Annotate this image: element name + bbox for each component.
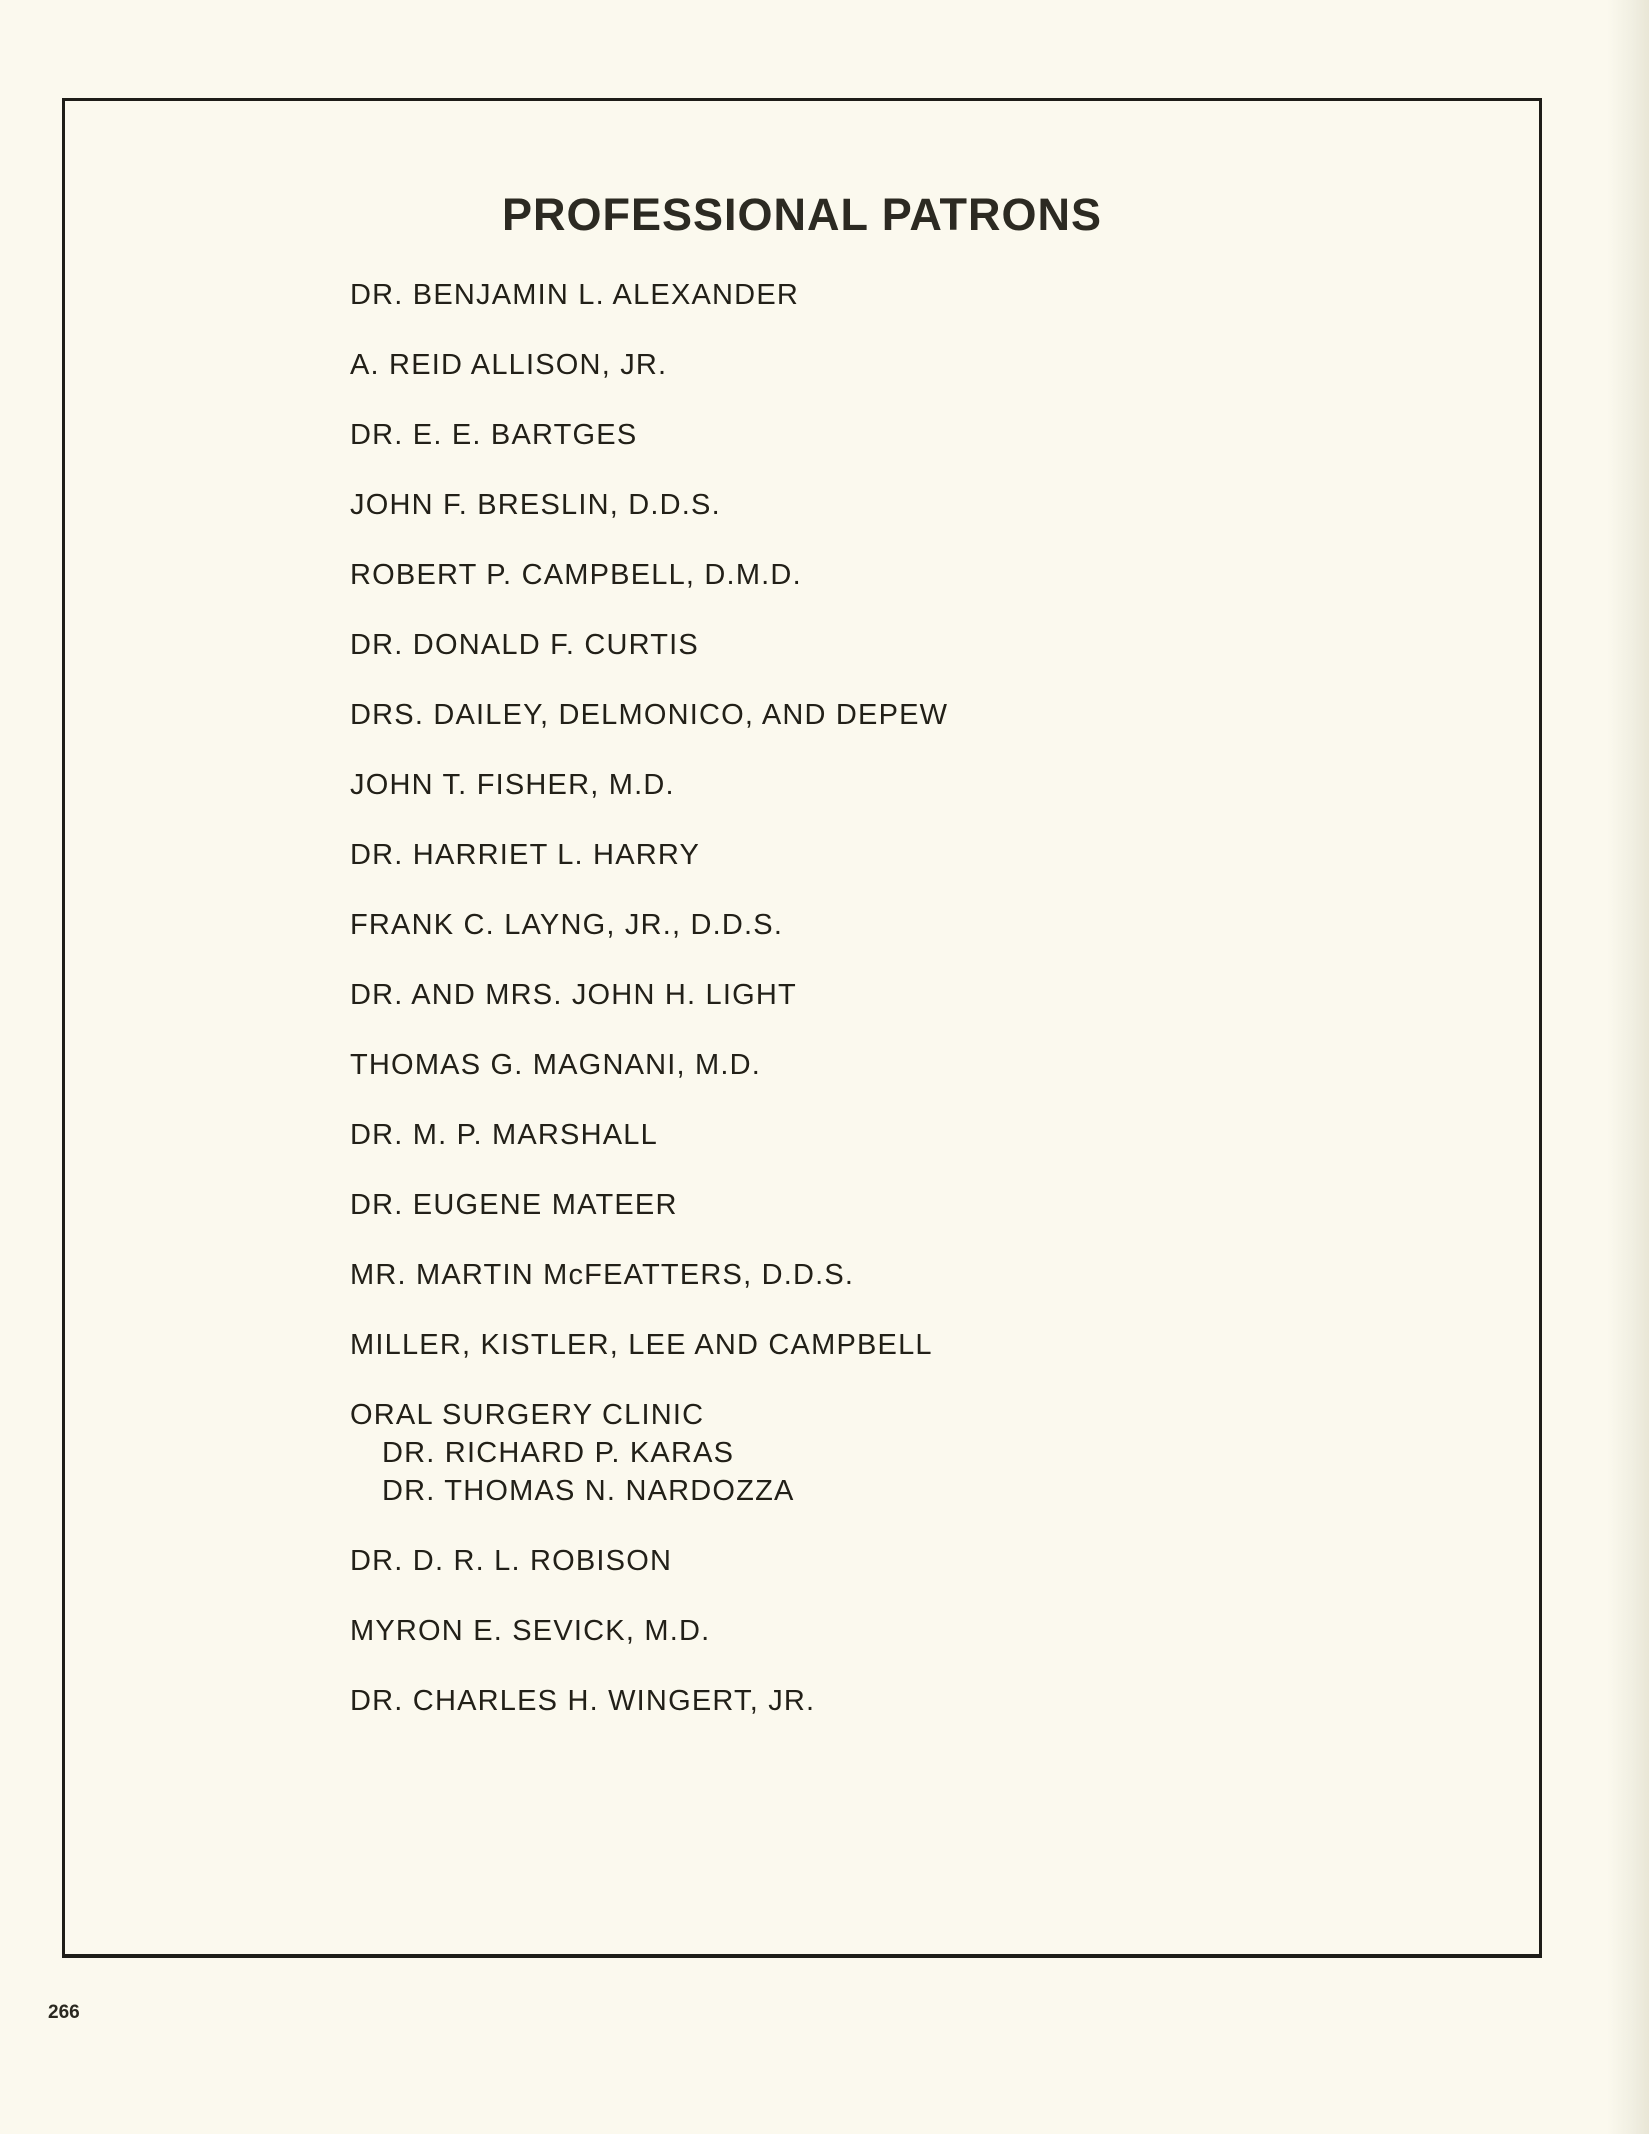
patron-name: DR. DONALD F. CURTIS (350, 629, 699, 661)
patron-name: DR. AND MRS. JOHN H. LIGHT (350, 979, 797, 1011)
patron-entry-clinic (350, 1396, 948, 1510)
patron-name: DR. E. E. BARTGES (350, 419, 638, 451)
patron-name: DR. EUGENE MATEER (350, 1189, 678, 1221)
patron-entry (350, 836, 948, 874)
patron-name: DR. M. P. MARSHALL (350, 1119, 658, 1151)
patron-entry (350, 1256, 948, 1294)
patron-name: DRS. DAILEY, DELMONICO, AND DEPEW (350, 699, 949, 731)
patron-name: JOHN F. BRESLIN, D.D.S. (350, 489, 721, 521)
clinic-member: DR. THOMAS N. NARDOZZA (382, 1475, 795, 1507)
page-edge-shadow (1607, 0, 1649, 2134)
patron-entry (350, 1682, 948, 1720)
patron-name: DR. BENJAMIN L. ALEXANDER (350, 279, 799, 311)
patron-entry (350, 556, 948, 594)
patron-list (350, 276, 948, 1752)
patron-name: FRANK C. LAYNG, JR., D.D.S. (350, 909, 784, 941)
patron-name: MILLER, KISTLER, LEE AND CAMPBELL (350, 1329, 933, 1361)
patron-entry (350, 346, 948, 384)
patron-name: DR. CHARLES H. WINGERT, JR. (350, 1685, 816, 1717)
patron-entry (350, 1326, 948, 1364)
patron-name: A. REID ALLISON, JR. (350, 349, 668, 381)
patrons-frame (62, 98, 1542, 1958)
patron-entry (350, 626, 948, 664)
patron-name: MYRON E. SEVICK, M.D. (350, 1615, 711, 1647)
patron-name: ORAL SURGERY CLINIC (350, 1399, 705, 1431)
patron-entry (350, 1186, 948, 1224)
patron-entry (350, 1612, 948, 1650)
patron-entry (350, 1046, 948, 1084)
page-number: 266 (48, 2002, 80, 2023)
patron-entry (350, 1542, 948, 1580)
patron-name: MR. MARTIN McFEATTERS, D.D.S. (350, 1259, 855, 1291)
patron-entry (350, 276, 948, 314)
patron-entry (350, 976, 948, 1014)
patron-entry (350, 416, 948, 454)
patron-name: JOHN T. FISHER, M.D. (350, 769, 675, 801)
patron-entry (350, 906, 948, 944)
patron-entry (350, 696, 948, 734)
page-title: PROFESSIONAL PATRONS (501, 189, 1103, 240)
patron-entry (350, 1116, 948, 1154)
patron-name: THOMAS G. MAGNANI, M.D. (350, 1049, 762, 1081)
patron-entry (350, 486, 948, 524)
patron-name: DR. D. R. L. ROBISON (350, 1545, 673, 1577)
clinic-member: DR. RICHARD P. KARAS (382, 1437, 735, 1469)
patron-name: ROBERT P. CAMPBELL, D.M.D. (350, 559, 802, 591)
patron-name: DR. HARRIET L. HARRY (350, 839, 701, 871)
patron-entry (350, 766, 948, 804)
